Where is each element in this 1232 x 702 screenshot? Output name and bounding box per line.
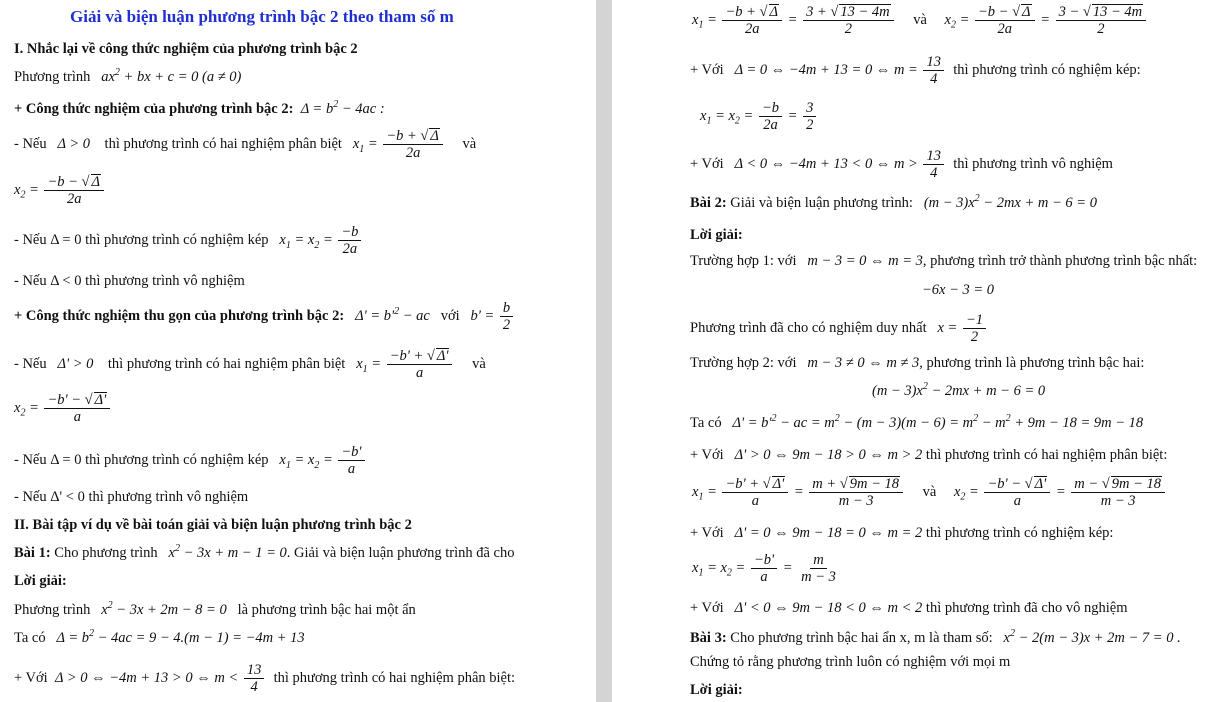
- solution-label-2: Lời giải:: [690, 682, 743, 698]
- case-delta-prime-positive: - Nếu Δ' > 0 thì phương trình có hai nghiệm phân biệt $x_1$ = $\frac{-b' + √ \Delta'}{a}$ và: [14, 348, 486, 381]
- double-root-formula: $x_1 = x_2$ = $\frac{-b}{2a}$ = $\frac{3}{2}$: [700, 100, 818, 133]
- quadratic-equation: $(m - 3)x^2 - 2mx + m - 6 = 0$: [872, 381, 1046, 399]
- case-no-root: + Với Δ < 0 ⇔ −4m + 13 < 0 ⇔ m > $\frac{13}{4}$ thì phương trình vô nghiệm: [690, 148, 1113, 181]
- case-double-root: + Với Δ = 0 ⇔ −4m + 13 = 0 ⇔ m = $\frac{13}{4}$ thì phương trình có nghiệm kép:: [690, 54, 1141, 87]
- discriminant-line: + Công thức nghiệm của phương trình bậc 2: $\Delta = b^2 - 4ac$ :: [14, 99, 385, 117]
- case-double-root-2: + Với Δ' = 0 ⇔ 9m − 18 = 0 ⇔ m = 2 thì phương trình có nghiệm kép:: [690, 525, 1114, 541]
- formula-x2: $x_2$ = $\frac{-b - √ \Delta}{2a}$: [14, 174, 106, 207]
- general-equation-line: Phương trình $ax^2$ + bx + c = 0 (a ≠ 0): [14, 67, 242, 85]
- case-no-root-2: + Với Δ' < 0 ⇔ 9m − 18 < 0 ⇔ m < 2 thì phương trình đã cho vô nghiệm: [690, 600, 1128, 616]
- formula-x1: $x_1$ = $\frac{-b + √ \Delta}{2a}$: [346, 136, 445, 152]
- linear-equation: −6x − 3 = 0: [922, 282, 995, 298]
- case-delta-prime-zero: - Nếu Δ = 0 thì phương trình có nghiệm kép $x_1 = x_2$ = $\frac{-b'}{a}$: [14, 444, 367, 477]
- case-two-roots: + Với Δ' > 0 ⇔ 9m − 18 > 0 ⇔ m > 2 thì phương trình có hai nghiệm phân biệt:: [690, 447, 1168, 463]
- discriminant-calc: Ta có $\Delta' = b'^2$ − ac = $m^2 - (m - 3)(m - 6) = m^2 - m^2 + 9m - 18 = 9m - 18$: [690, 413, 1144, 431]
- case-delta-negative: - Nếu Δ < 0 thì phương trình vô nghiệm: [14, 273, 245, 289]
- exercise-3: Bài 3: Cho phương trình bậc hai ẩn x, m là tham số: $x^2 - 2(m - 3)x + 2m - 7 = 0$ .: [690, 628, 1181, 646]
- formula-x2-reduced: $x_2$ = $\frac{-b' - √ \Delta'}{a}$: [14, 392, 112, 425]
- page-title: Giải và biện luận phương trình bậc 2 theo tham số m: [70, 7, 454, 26]
- case-delta-prime-negative: - Nếu Δ' < 0 thì phương trình vô nghiệm: [14, 489, 249, 505]
- case-2: Trường hợp 2: với m − 3 ≠ 0 ⇔ m ≠ 3, phương trình là phương trình bậc hai:: [690, 355, 1145, 371]
- reduced-formula-line: + Công thức nghiệm thu gọn của phương trình bậc 2: $\Delta' = b'^2$ − ac với b' = $\frac{b}{2}$: [14, 300, 515, 333]
- document-page-right: [612, 0, 1232, 702]
- case-1: Trường hợp 1: với m − 3 = 0 ⇔ m = 3, phương trình trở thành phương trình bậc nhất:: [690, 253, 1198, 269]
- heading-section-1: I. Nhắc lại về công thức nghiệm của phương trình bậc 2: [14, 41, 358, 57]
- exercise-1: Bài 1: Cho phương trình $x^2 - 3x + m - 1 = 0$. Giải và biện luận phương trình đã cho: [14, 543, 515, 561]
- solution-line-2: Ta có $\Delta = b^2 - 4ac = 9 - 4.(m - 1) = -4m + 13$: [14, 628, 305, 646]
- case-delta-positive: - Nếu Δ > 0 thì phương trình có hai nghiệm phân biệt $x_1$ = $\frac{-b + √ \Delta}{2a}$ và: [14, 128, 477, 161]
- heading-section-2: II. Bài tập ví dụ về bài toán giải và biện luận phương trình bậc 2: [14, 517, 412, 533]
- roots-formula: $x_1$ = $\frac{-b + √ \Delta}{2a}$ = $\frac{3 + √ 13 - 4m}{2}$ và $x_2$ = $\frac{-b - √ \Delta}{2a}$ = $\frac{3 - √ 13 - 4m}{2}$: [692, 4, 1148, 37]
- solution-line-1: Phương trình $x^2 - 3x + 2m - 8 = 0$ là phương trình bậc hai một ẩn: [14, 600, 416, 618]
- solution-label: Lời giải:: [14, 573, 67, 589]
- exercise-3-line-2: Chứng tỏ rằng phương trình luôn có nghiệm với mọi m: [690, 654, 1011, 670]
- unique-root: Phương trình đã cho có nghiệm duy nhất x = $\frac{-1}{2}$: [690, 312, 988, 345]
- formula: $ax^2$ + bx + c = 0 (a ≠ 0): [93, 67, 242, 85]
- solution-label: Lời giải:: [690, 227, 743, 243]
- solution-line-3: + Với Δ > 0 ⇔ −4m + 13 > 0 ⇔ m < $\frac{13}{4}$ thì phương trình có hai nghiệm phân biệt:: [14, 662, 516, 695]
- case-delta-zero: - Nếu Δ = 0 thì phương trình có nghiệm kép $x_1 = x_2$ = $\frac{-b}{2a}$: [14, 224, 363, 257]
- double-root-formula-2: $x_1 = x_2$ = $\frac{-b'}{a}$ = $\frac{m}{m - 3}$: [692, 552, 836, 585]
- two-roots-formula: $x_1$ = $\frac{-b' + √ \Delta'}{a}$ = $\frac{m + √ 9m - 18}{m - 3}$ và $x_2$ = $\frac{-b' - √ \Delta'}{a}$ = $\frac{m - √ 9m - 18}{m - 3}$: [692, 476, 1167, 509]
- formula: $\Delta = b^2 - 4ac$ :: [297, 99, 385, 117]
- exercise-2: Bài 2: Giải và biện luận phương trình: $(m - 3)x^2 - 2mx + m - 6 = 0$: [690, 193, 1097, 211]
- document-page-left: [0, 0, 596, 702]
- formula: $x_1 = x_2$ = $\frac{-b}{2a}$: [272, 232, 363, 248]
